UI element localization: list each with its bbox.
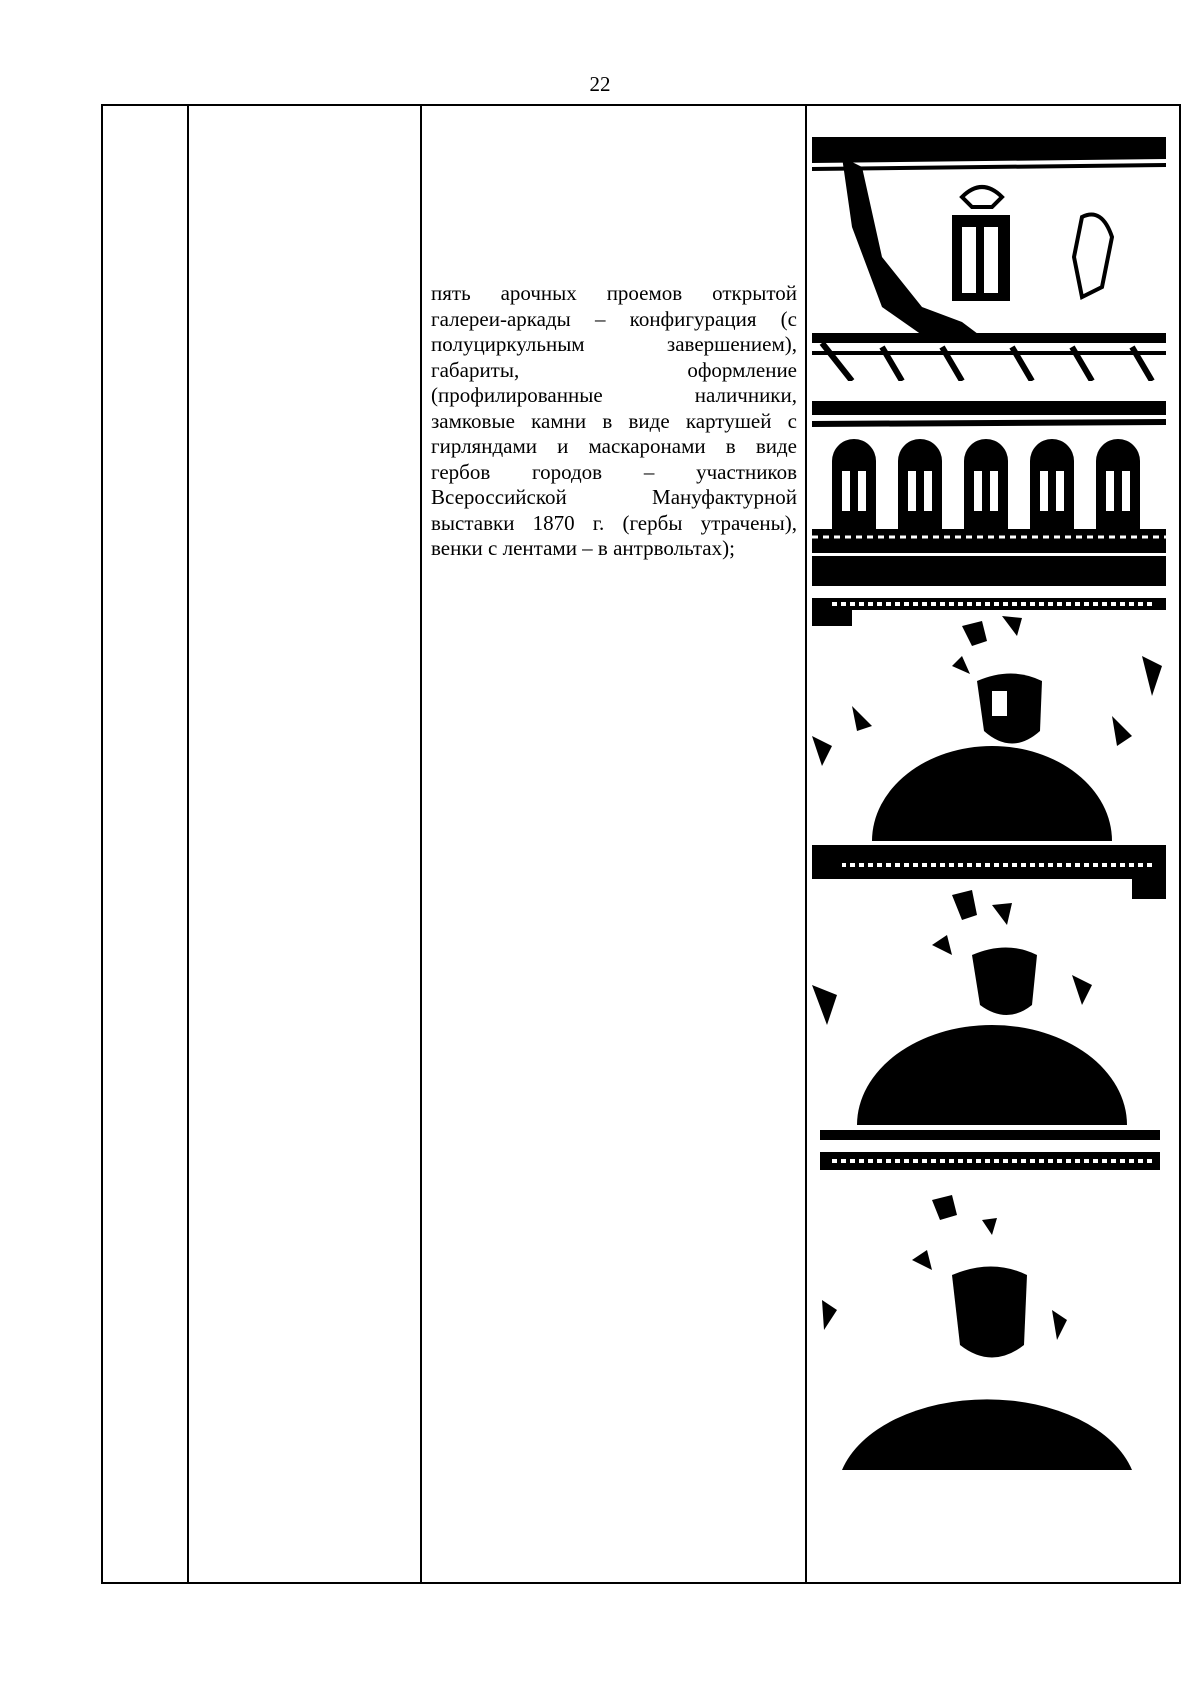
keystone-cartouche-photo	[812, 845, 1166, 1125]
page-number: 22	[589, 72, 611, 96]
arcade-photo	[812, 401, 1166, 553]
column-divider	[187, 106, 189, 1582]
keystone-cartouche-photo	[812, 556, 1166, 841]
column-divider	[805, 106, 807, 1582]
column-divider	[420, 106, 422, 1582]
element-description: пять арочных проемов открытой галереи-аркады – конфигурация (с полуциркульным завершением), габариты, оформление (профилированные наличники, замковые камни в виде картушей с гирляндами и маскаронами в виде гербов городов – участников Всероссийской Мануфактурной выставки 1870 г. (гербы утрачены), венки с лентами – в антрвольтах);	[431, 281, 797, 560]
keystone-cartouche-photo	[812, 1130, 1166, 1470]
facade-window-photo	[812, 137, 1166, 381]
